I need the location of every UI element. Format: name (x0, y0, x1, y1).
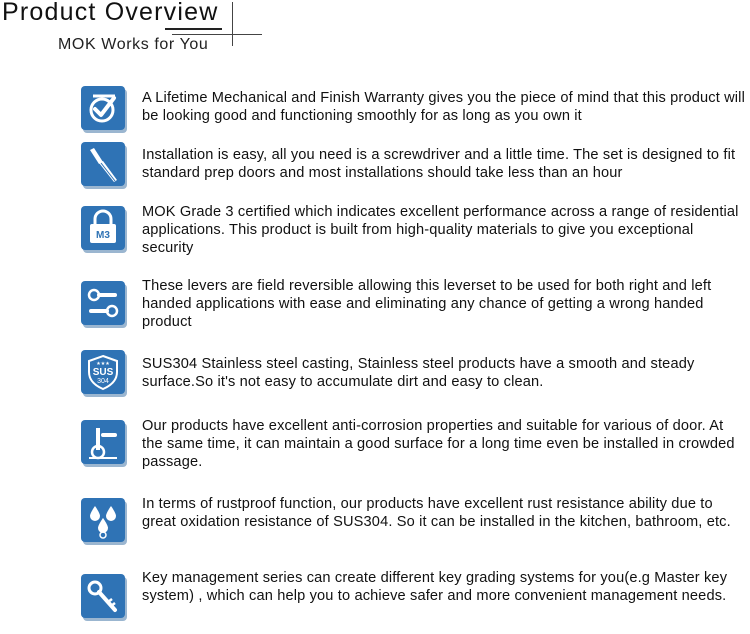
reversible-lever-icon (81, 281, 125, 325)
key-icon (81, 574, 125, 618)
feature-text: In terms of rustproof function, our products have excellent rust resistance ability due to great oxidation resistance of SUS304. So it can be installed in the kitchen, bathroom, etc. (142, 496, 731, 530)
feature-item (0, 278, 750, 341)
feature-text: Our products have excellent anti-corrosion properties and suitable for various of door. At the same time, it can maintain a good surface for a long time even be installed in crowded passage. (142, 418, 735, 470)
feature-text: Installation is easy, all you need is a screwdriver and a little time. The set is designed to fit standard prep doors and most installations should take less than an hour (142, 147, 736, 181)
feature-text: Key management series can create different key grading systems for you(e.g Master key system) , which can help you to achieve safer and more convenient management needs. (142, 570, 728, 604)
feature-item (0, 206, 750, 266)
feature-text: MOK Grade 3 certified which indicates excellent performance across a range of residential applications. This product is built from high-quality materials to give you exceptional security (142, 204, 739, 256)
feature-text: A Lifetime Mechanical and Finish Warranty gives you the piece of mind that this product will be looking good and functioning smoothly for as long as you own it (142, 90, 745, 124)
title-underline (165, 28, 222, 30)
sus-label: SUS (92, 367, 114, 378)
feature-item (0, 570, 750, 634)
feature-item (0, 142, 750, 202)
screwdriver-icon (81, 142, 125, 186)
sus304-badge-icon (81, 350, 125, 394)
page-subtitle: MOK Works for You (58, 36, 209, 53)
feature-text: SUS304 Stainless steel casting, Stainless steel products have a smooth and steady surface.So it's not easy to accumulate dirt and easy to clean. (142, 356, 695, 390)
door-lever-icon (81, 420, 125, 464)
sus-number-label: 304 (97, 378, 109, 385)
check-shield-icon (81, 86, 125, 130)
water-drops-icon (81, 498, 125, 542)
feature-text: These levers are field reversible allowing this leverset to be used for both right and left handed applications with ease and eliminating any chance of getting a wrong handed product (142, 278, 712, 330)
feature-item (0, 420, 750, 480)
m3-lock-icon (81, 206, 125, 250)
feature-item (0, 350, 750, 410)
feature-item (0, 86, 750, 146)
feature-item (0, 498, 750, 558)
title-vertical-rule (232, 2, 233, 46)
m3-label: M3 (96, 230, 110, 241)
page-title: Product Overview (2, 0, 219, 26)
svg-text:★★★: ★★★ (96, 361, 110, 367)
title-horizontal-rule (172, 34, 262, 35)
